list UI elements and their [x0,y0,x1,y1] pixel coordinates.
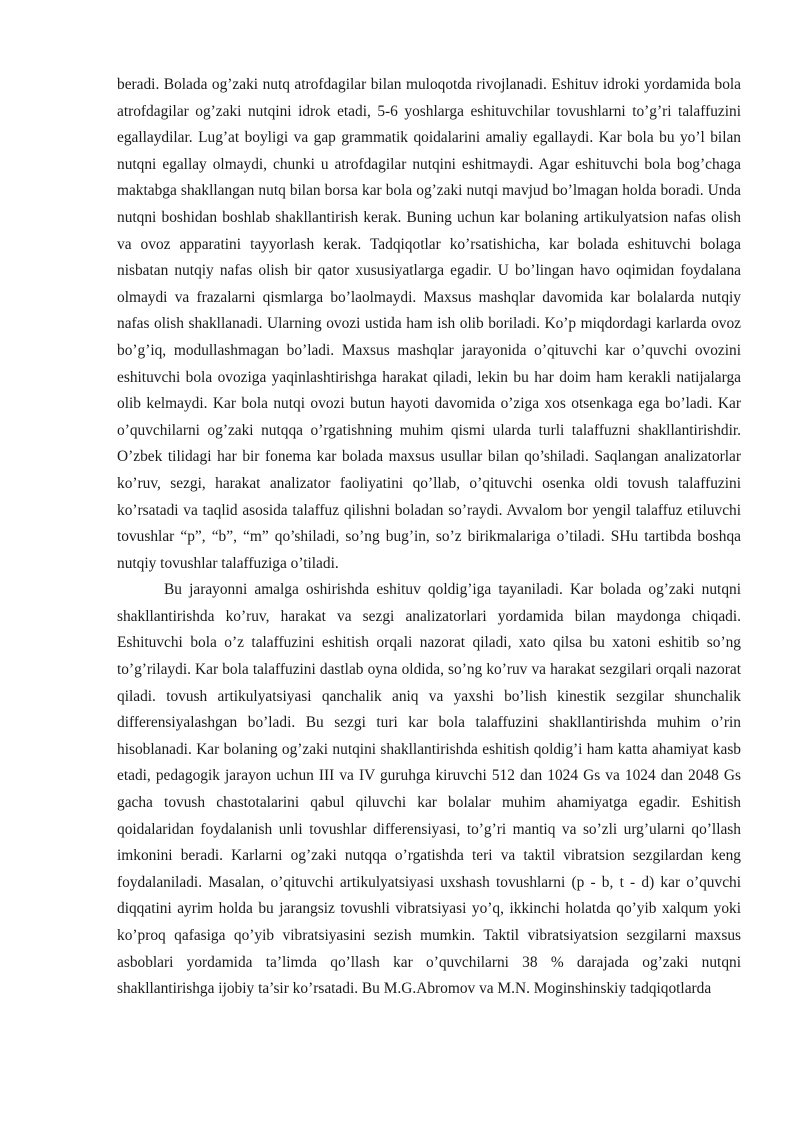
paragraph-continued: beradi. Bolada og’zaki nutq atrofdagilar bilan muloqotda rivojlanadi. Eshituv idroki yordamida bola atrofdagilar og’zaki nutqini idrok etadi, 5-6 yoshlarga eshituvchilar tovushlarni to’g’ri talaffuzini egallaydilar. Lug’at boyligi va gap grammatik qoidalarini amaliy egallaydi. Kar bola bu yo’l bilan nutqni egallay olmaydi, chunki u atrofdagilar nutqini eshitmaydi. Agar eshituvchi bola bog’chaga maktabga shakllangan nutq bilan borsa kar bola og’zaki nutqi mavjud bo’lmagan holda boradi. Unda nutqni boshidan boshlab shakllantirish kerak. Buning uchun kar bolaning artikulyatsion nafas olish va ovoz apparatini tayyorlash kerak. Tadqiqotlar ko’rsatishicha, kar bolada eshituvchi bolaga nisbatan nutqiy nafas olish bir qator xususiyatlarga egadir. U bo’lingan havo oqimidan foydalana olmaydi va frazalarni qismlarga bo’laolmaydi. Maxsus mashqlar davomida kar bolalarda nutqiy nafas olish shakllanadi. Ularning ovozi ustida ham ish olib boriladi. Ko’p miqdordagi karlarda ovoz bo’g’iq, modullashmagan bo’ladi. Maxsus mashqlar jarayonida o’qituvchi kar o’quvchi ovozini eshituvchi bola ovoziga yaqinlashtirishga harakat qiladi, lekin bu har doim ham kerakli natijalarga olib kelmaydi. Kar bola nutqi ovozi butun hayoti davomida o’ziga xos otsenkaga ega bo’ladi. Kar o’quvchilarni og’zaki nutqqa o’rgatishning muhim qismi ularda turli talaffuzni shakllantirishdir. O’zbek tilidagi har bir fonema kar bolada maxsus usullar bilan qo’shiladi. Saqlangan analizatorlar ko’ruv, sezgi, harakat analizator faoliyatini qo’llab, o’qituvchi osenka oldi tovush talaffuzini ko’rsatadi va taqlid asosida talaffuz qilishni boladan so’raydi. Avvalom bor yengil talaffuz etiluvchi tovushlar “p”, “b”, “m” qo’shiladi, so’ng bug’in, so’z birikmalariga o’tiladi. SHu tartibda boshqa nutqiy tovushlar talaffuziga o’tiladi. [117,76,741,572]
paragraph-eshituv-qoldigi: Bu jarayonni amalga oshirishda eshituv qoldig’iga tayaniladi. Kar bolada og’zaki nutqni shakllantirishda ko’ruv, harakat va sezgi analizatorlari yordamida bilan maydonga chiqadi. Eshituvchi bola o’z talaffuzini eshitish orqali nazorat qiladi, xato qilsa bu xatoni eshitib so’ng to’g’rilaydi. Kar bola talaffuzini dastlab oyna oldida, so’ng ko’ruv va harakat sezgilari orqali nazorat qiladi. tovush artikulyatsiyasi qanchalik aniq va yaxshi bo’lish kinestik sezgilar shunchalik differensiyalashgan bo’ladi. Bu sezgi turi kar bola talaffuzini shakllantirishda muhim o’rin hisoblanadi. Kar bolaning og’zaki nutqini shakllantirishda eshitish qoldig’i ham katta ahamiyat kasb etadi, pedagogik jarayon uchun III va IV guruhga kiruvchi 512 dan 1024 Gs va 1024 dan 2048 Gs gacha tovush chastotalarini qabul qiluvchi kar bolalar muhim ahamiyatga egadir. Eshitish qoidalaridan foydalanish unli tovushlar differensiyasi, to’g’ri mantiq va so’zli urg’ularni qo’llash imkonini beradi. Karlarni og’zaki nutqqa o’rgatishda teri va taktil vibratsion sezgilardan keng foydalaniladi. Masalan, o’qituvchi artikulyatsiyasi uxshash tovushlarni (p - b, t - d) kar o’quvchi diqqatini ayrim holda bu jarangsiz tovushli vibratsiyasi yo’q, ikkinchi holatda qo’yib xalqum yoki ko’proq qafasiga qo’yib vibratsiyasini sezish mumkin. Taktil vibratsiyatsion sezgilarni maxsus asboblari yordamida ta’limda qo’llash kar o’quvchilarni 38 % darajada og’zaki nutqni shakllantirishga ijobiy ta’sir ko’rsatadi. Bu M.G.Abromov va M.N. Moginshinskiy tadqiqotlarda [117,581,741,998]
document-page [117,72,741,1003]
